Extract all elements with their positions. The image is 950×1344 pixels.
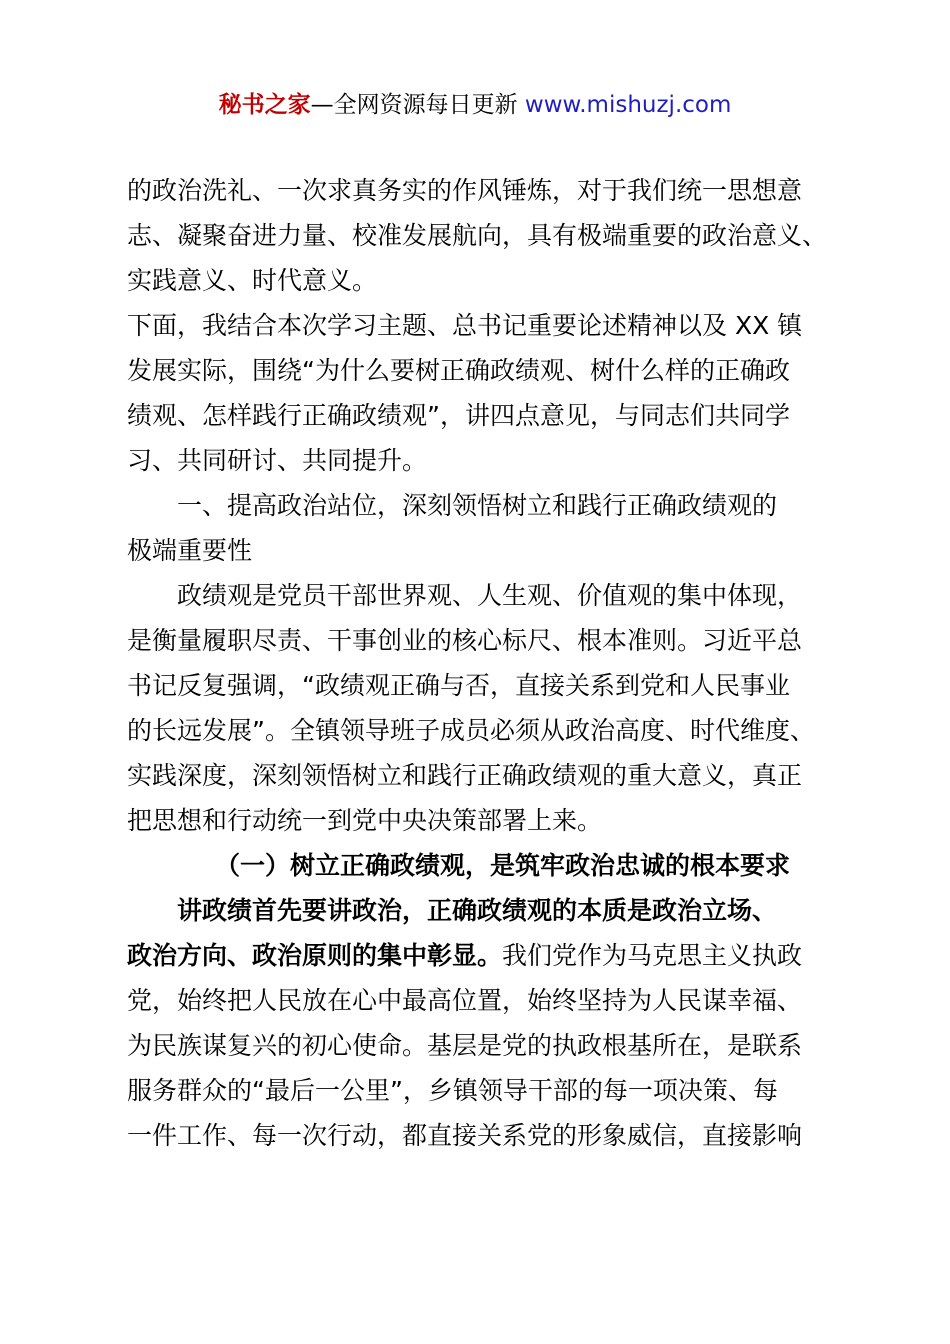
text-line: 一件工作、每一次行动，都直接关系党的形象威信，直接影响: [127, 1121, 803, 1150]
text-line: 的政治洗礼、一次求真务实的作风锤炼，对于我们统一思想意: [127, 176, 803, 205]
text-line: 书记反复强调，“政绩观正确与否，直接关系到党和人民事业: [127, 671, 790, 700]
bold-lead-line: 讲政绩首先要讲政治，正确政绩观的本质是政治立场、: [177, 896, 778, 925]
subsection-heading: （一）树立正确政绩观，是筑牢政治忠诚的根本要求: [215, 851, 791, 880]
text-line: 绩观、怎样践行正确政绩观”，讲四点意见，与同志们共同学: [127, 401, 790, 430]
mixed-line: [127, 933, 837, 978]
text-line: 党，始终把人民放在心中最高位置，始终坚持为人民谋幸福、: [127, 986, 803, 1015]
document-body: [127, 168, 837, 1158]
text-line: 习、共同研讨、共同提升。: [127, 446, 428, 475]
text-line: 为民族谋复兴的初心使命。基层是党的执政根基所在，是联系: [127, 1031, 803, 1060]
site-brand: 秘书之家: [218, 92, 311, 118]
text-line: 服务群众的“最后一公里”，乡镇领导干部的每一项决策、每: [127, 1076, 778, 1105]
site-tagline: —全网资源每日更新: [310, 92, 525, 118]
text-line: 下面，我结合本次学习主题、总书记重要论述精神以及 XX 镇: [127, 311, 803, 340]
text-line: 发展实际，围绕“为什么要树正确政绩观、树什么样的正确政: [127, 356, 790, 385]
text-span: 我们党作为马克思主义执政: [502, 941, 803, 970]
text-line: 是衡量履职尽责、干事创业的核心标尺、根本准则。习近平总: [127, 626, 803, 655]
text-line: 实践意义、时代意义。: [127, 266, 378, 295]
page-header: [0, 88, 950, 122]
text-line: 志、凝聚奋进力量、校准发展航向，具有极端重要的政治意义、: [127, 221, 828, 250]
text-line: 的长远发展”。全镇领导班子成员必须从政治高度、时代维度、: [127, 716, 815, 745]
site-url[interactable]: www.mishuzj.com: [524, 92, 732, 118]
section-heading-continued: 极端重要性: [127, 536, 253, 565]
bold-lead-text: 政治方向、政治原则的集中彰显。: [127, 941, 503, 970]
section-heading: 一、提高政治站位，深刻领悟树立和践行正确政绩观的: [177, 491, 778, 520]
text-line: 把思想和行动统一到党中央决策部署上来。: [127, 806, 603, 835]
text-line: 实践深度，深刻领悟树立和践行正确政绩观的重大意义，真正: [127, 761, 803, 790]
text-line: 政绩观是党员干部世界观、人生观、价值观的集中体现，: [177, 581, 803, 610]
